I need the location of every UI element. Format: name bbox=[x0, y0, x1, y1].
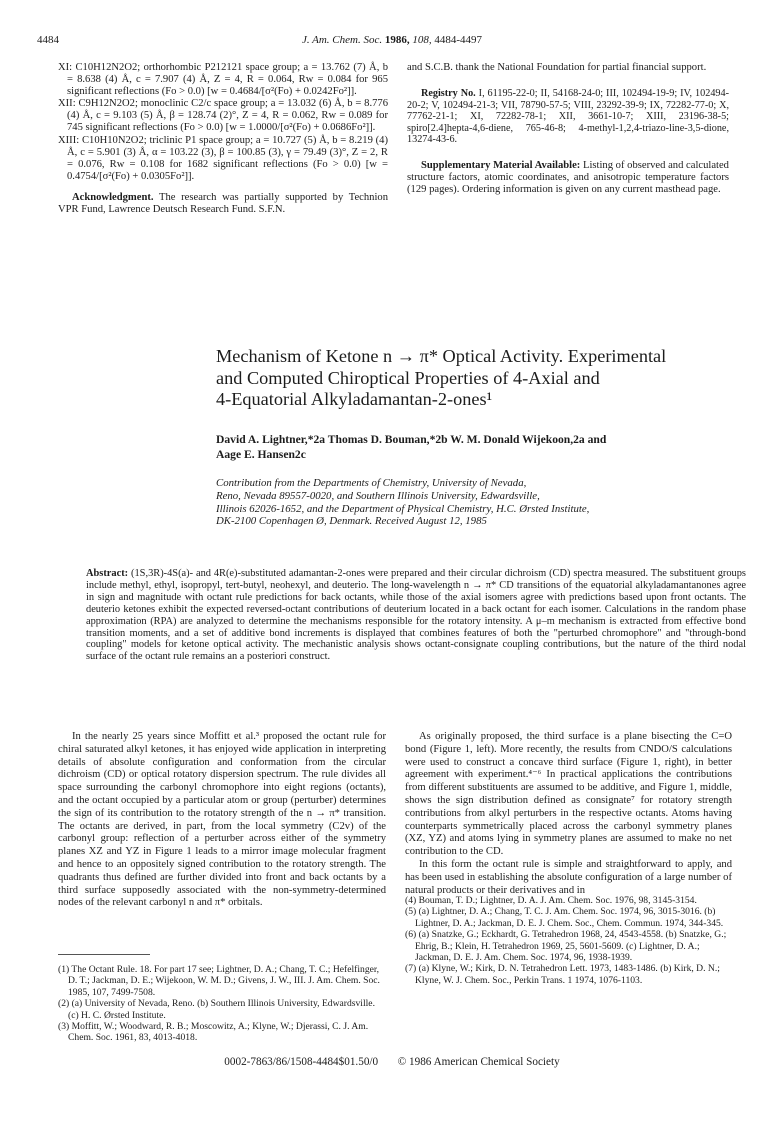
authors-line: Aage E. Hansen2c bbox=[216, 447, 306, 461]
supplementary-label: Supplementary Material Available: bbox=[421, 160, 581, 172]
contribution-affiliations bbox=[216, 477, 756, 528]
top-right-column bbox=[407, 62, 729, 196]
footnote: (5) (a) Lightner, D. A.; Chang, T. C. J. Am. Chem. Soc. 1974, 96, 3015-3016. (b) Lightner, D. A.; Jackman, D. E. J. Chem. Soc., Chem. Commun. 1974, 344-345. bbox=[405, 906, 724, 929]
contribution-line: DK-2100 Copenhagen Ø, Denmark. Received August 12, 1985 bbox=[216, 515, 487, 528]
contribution-line: Reno, Nevada 89557-0020, and Southern Illinois University, Edwardsville, bbox=[216, 489, 540, 502]
body-right-column bbox=[405, 731, 732, 897]
footer-copyright: © 1986 American Chemical Society bbox=[397, 1056, 560, 1068]
page-number: 4484 bbox=[37, 34, 59, 46]
abstract-text: (1S,3R)-4S(a)- and 4R(e)-substituted adamantan-2-ones were prepared and their circular dichroism (CD) spectra measured. The substituent groups include methyl, ethyl, isopropyl, tert-butyl, neohexyl, and deuterio. The long-wavelength n → π* CD transitions of the equatorial alkyladamantanones agree in sign and magnitude with octant rule predictions for back octants, while those of the axial isomers agree with predictions based upon front octants. The deuterio ketones exhibit the expected reversed-octant contributions of deuterium located in a back octant for each isomer. Calculations in the random phase approximation (RPA) are analyzed to determine the mechanisms responsible for the rotatory intensity. A μ–m mechanism is extracted from effective bond transition moments, and a set of additive bond increments is displayed that combines features of both the "perturbed chromophore" and "through-bond coupling" models for ketone optical activity. The mechanistic analysis shows octant-consignate coupling contributions, but the nature of the third nodal surface of the octant rule remains an a posteriori construct. bbox=[86, 568, 746, 663]
journal-volume: 108, bbox=[412, 34, 432, 46]
journal-header bbox=[0, 34, 784, 46]
journal-name: J. Am. Chem. Soc. bbox=[301, 34, 383, 46]
contribution-line: Illinois 62026-1652, and the Department of Physical Chemistry, H.C. Ørsted Institute, bbox=[216, 502, 590, 515]
title-line: Mechanism of Ketone n → π* Optical Activity. Experimental bbox=[216, 346, 667, 366]
authors-line: David A. Lightner,*2a Thomas D. Bouman,*2b W. M. Donald Wijekoon,2a and bbox=[216, 433, 607, 446]
footnote: (4) Bouman, T. D.; Lightner, D. A. J. Am. Chem. Soc. 1976, 98, 3145-3154. bbox=[405, 895, 697, 906]
article-title bbox=[216, 346, 756, 411]
body-paragraph: In this form the octant rule is simple and straightforward to apply, and has been used in establishing the absolute configuration of a large number of natural products or their derivatives and in bbox=[405, 858, 732, 896]
title-line: 4-Equatorial Alkyladamantan-2-ones¹ bbox=[216, 389, 493, 409]
crystal-data-xii: XII: C9H12N2O2; monoclinic C2/c space group; a = 13.032 (6) Å, b = 8.776 (4) Å, c = 9.103 (5) Å, β = 128.74 (2)°, Z = 4, R = 0.062, Rw = 0.089 for 745 significant reflections (Fo > 0.0) [w = 1.0000/[σ²(Fo) + 0.0686Fo²]]. bbox=[58, 98, 388, 134]
page-footer bbox=[0, 1056, 784, 1068]
footnote: (1) The Octant Rule. 18. For part 17 see; Lightner, D. A.; Chang, T. C.; Hefelfinger, D. T.; Jackman, D. E.; Wijekoon, W. M. D.; Givens, J. W., III. J. Am. Chem. Soc. 1985, 107, 7499-7508. bbox=[58, 964, 380, 998]
acknowledgment-label: Acknowledgment. bbox=[72, 191, 154, 203]
footnote-rule-left bbox=[58, 954, 150, 955]
journal-pages: 4484-4497 bbox=[434, 34, 483, 46]
body-left-column bbox=[58, 731, 386, 910]
body-paragraph: As originally proposed, the third surface is a plane bisecting the C=O bond (Figure 1, left). More recently, the results from CNDO/S calculations were used to construct a concave third surface (Figure 1, right), in better agreement with experiment.⁴⁻⁶ In practical applications the contributions from different substituents are assumed to be additive, and Figure 1, middle, shows the sign distribution defined as consignate⁷ for rotatory strength contributions from alkyl perturbers in the respective octants. Atoms having counterparts symmetrically placed across the carbonyl symmetry planes (XZ, YZ) and atoms lying in symmetry planes are assumed to make no net contribution to the CD. bbox=[405, 731, 732, 858]
footnote: (3) Moffitt, W.; Woodward, R. B.; Moscowitz, A.; Klyne, W.; Djerassi, C. J. Am. Chem. Soc. 1961, 83, 4013-4018. bbox=[58, 1021, 369, 1044]
body-paragraph: In the nearly 25 years since Moffitt et al.³ proposed the octant rule for chiral saturated alkyl ketones, it has enjoyed wide application in interpreting details of absolute configuration and conformation from the circular dichroism (CD) or optical rotatory dispersion spectrum. The rule divides all space surrounding the carbonyl chromophore into eight regions (octants), and the octant occupied by a particular atom or group (perturber) determines the sign of its contribution to the rotatory strength of the n → π* transition. The octants are derived, in part, from the local symmetry (C2v) of the carbonyl group: reflection of a perturber across either of the symmetry planes XZ and YZ in Figure 1 leads to a mirror image molecular fragment and hence to an oppositely signed contribution to the rotatory strength. The quadrants thus defined are further divided into front and back octants by a third surface supposedly associated with the non-symmetry-determined nodes of the relevant carbonyl n and π* orbitals. bbox=[58, 731, 386, 909]
acknowledgment-continued: and S.C.B. thank the National Foundation for partial financial support. bbox=[407, 62, 707, 73]
crystal-data-xi: XI: C10H12N2O2; orthorhombic P212121 space group; a = 13.762 (7) Å, b = 8.638 (4) Å, c = 7.907 (4) Å, Z = 4, R = 0.064, Rw = 0.084 for 965 significant reflections (Fo > 0.0) [w = 0.4684/[σ²(Fo) + 0.0242Fo²]]. bbox=[58, 62, 388, 98]
registry-label: Registry No. bbox=[421, 88, 476, 100]
crystal-data-column bbox=[58, 62, 388, 216]
footnote: (6) (a) Snatzke, G.; Eckhardt, G. Tetrahedron 1968, 24, 4543-4558. (b) Snatzke, G.; Ehrig, B.; Klein, H. Tetrahedron 1969, 25, 5601-5609. (c) Lightner, D. A.; Jackman, D. E. J. Am. Chem. Soc. 1974, 96, 1938-1939. bbox=[405, 929, 727, 964]
authors bbox=[216, 433, 746, 463]
footnotes-left bbox=[58, 964, 386, 1044]
footnotes-right bbox=[405, 895, 732, 986]
journal-year: 1986, bbox=[384, 34, 410, 46]
acknowledgment-text: The research was partially supported by Technion VPR Fund, Lawrence Deutsch Research Fund. S.F.N. bbox=[58, 191, 388, 216]
supplementary-text: Listing of observed and calculated structure factors, atomic coordinates, and anisotropic temperature factors (129 pages). Ordering information is given on any current masthead page. bbox=[407, 160, 729, 196]
crystal-data-xiii: XIII: C10H10N2O2; triclinic P1 space group; a = 10.727 (5) Å, b = 8.219 (4) Å, c = 5.901 (3) Å, α = 103.22 (3), β = 100.85 (3), γ = 79.49 (3)°, Z = 2, R = 0.076, Rw = 0.108 for 1682 significant reflections (Fo > 0.0) [w = 0.4754/[σ²(Fo) + 0.0305Fo²]]. bbox=[58, 134, 388, 182]
abstract bbox=[86, 568, 746, 663]
abstract-label: Abstract: bbox=[86, 568, 129, 579]
contribution-line: Contribution from the Departments of Chemistry, University of Nevada, bbox=[216, 477, 527, 489]
supplementary-material bbox=[407, 160, 729, 196]
acknowledgment bbox=[58, 192, 388, 216]
footer-code: 0002-7863/86/1508-4484$01.50/0 bbox=[224, 1056, 379, 1068]
footnote: (7) (a) Klyne, W.; Kirk, D. N. Tetrahedron Lett. 1973, 1483-1486. (b) Kirk, D. N.; Klyne, W. J. Chem. Soc., Perkin Trans. 1 1974, 1076-1103. bbox=[405, 963, 720, 986]
registry-numbers bbox=[407, 88, 729, 146]
registry-text: I, 61195-22-0; II, 54168-24-0; III, 102494-19-9; IV, 102494-20-2; V, 102494-21-3; VII, 78790-57-5; VIII, 23292-39-9; IX, 72282-77-0; X, 77762-21-1; XI, 72282-78-1; XII, 3661-10-7; XIII, 23196-38-5; spiro[2.4]hepta-4,6-diene, 765-46-8; 4-methyl-1,2,4-triazo-line-3,5-dione, 13274-43-6. bbox=[407, 88, 730, 146]
title-line: and Computed Chiroptical Properties of 4-Axial and bbox=[216, 367, 600, 388]
footnote: (2) (a) University of Nevada, Reno. (b) Southern Illinois University, Edwardsville. (c) H. C. Ørsted Institute. bbox=[58, 998, 375, 1021]
